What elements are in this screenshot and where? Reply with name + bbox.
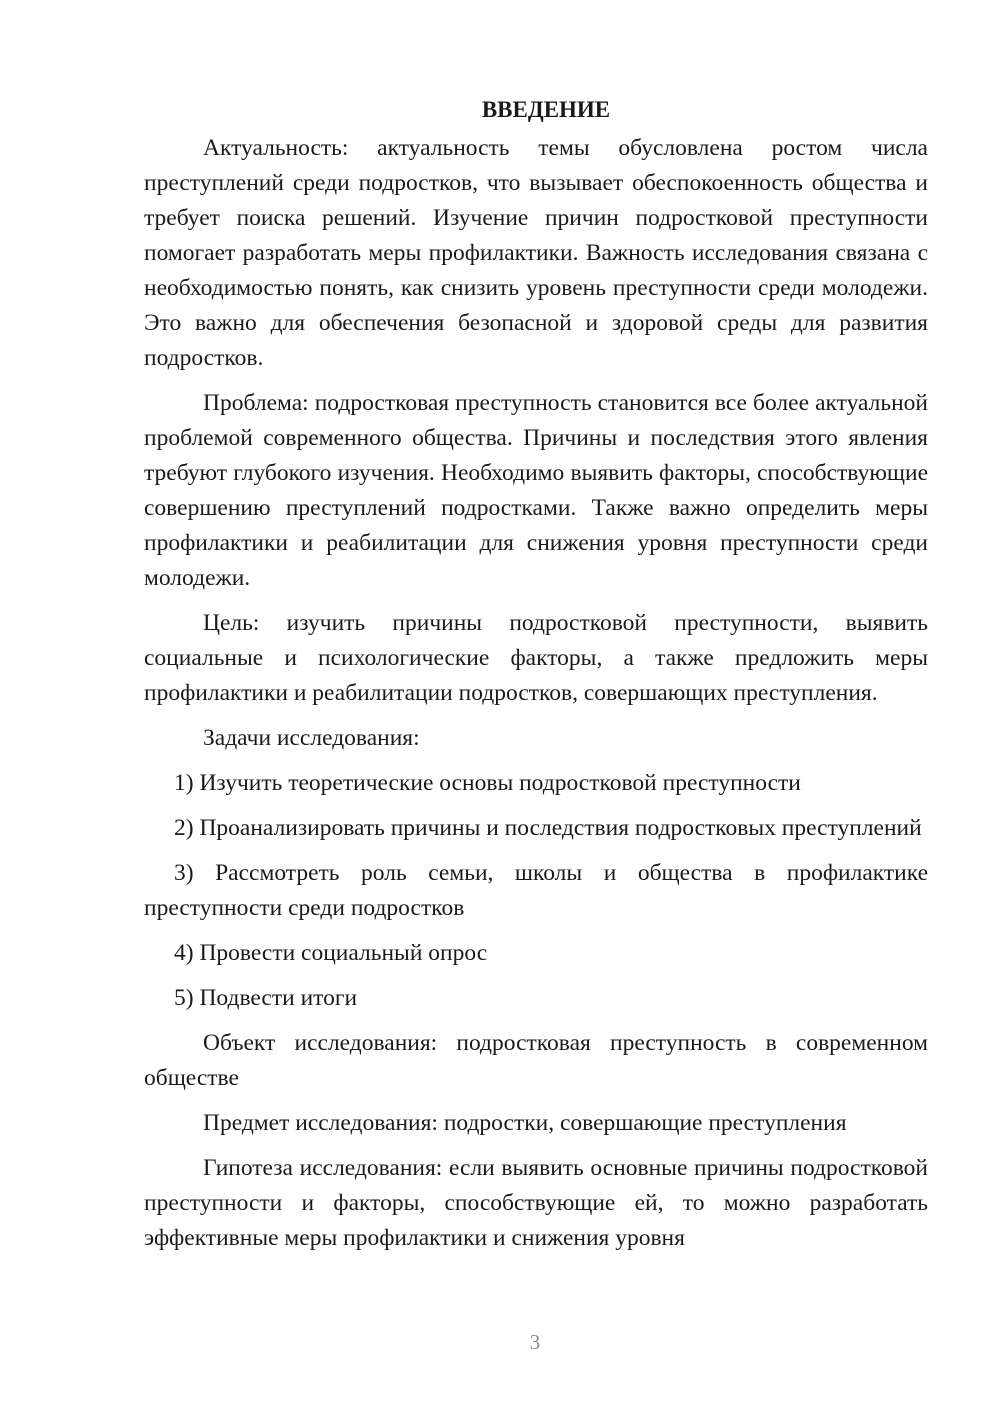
list-item-task-4: 4) Провести социальный опрос	[174, 940, 488, 966]
paragraph-tasks-heading: Задачи исследования:	[203, 725, 420, 751]
page-title: ВВЕДЕНИЕ	[481, 97, 611, 122]
list-item-task-1: 1) Изучить теоретические основы подростковой преступности	[174, 770, 801, 796]
page-number: 3	[529, 1330, 541, 1354]
paragraph-goal: Цель: изучить причины подростковой преступности, выявить социальные и психологические факторы, а также предложить меры профилактики и реабилитации подростков, совершающих преступления.	[144, 610, 928, 706]
paragraph-object: Объект исследования: подростковая преступность в современном обществе	[144, 1030, 928, 1091]
list-item-task-5: 5) Подвести итоги	[174, 985, 358, 1011]
paragraph-subject: Предмет исследования: подростки, совершающие преступления	[203, 1110, 847, 1136]
paragraph-hypothesis: Гипотеза исследования: если выявить основные причины подростковой преступности и факторы, способствующие ей, то можно разработать эффективные меры профилактики и снижения уровня	[144, 1155, 928, 1251]
document-page	[144, 92, 928, 1266]
paragraph-relevance: Актуальность: актуальность темы обусловлена ростом числа преступлений среди подростков, что вызывает обеспокоенность общества и требует поиска решений. Изучение причин подростковой преступности помогает разработать меры профилактики. Важность исследования связана с необходимостью понять, как снизить уровень преступности среди молодежи. Это важно для обеспечения безопасной и здоровой среды для развития подростков.	[144, 135, 928, 371]
list-item-task-3: 3) Рассмотреть роль семьи, школы и общества в профилактике преступности среди подростков	[144, 860, 928, 921]
list-item-task-2: 2) Проанализировать причины и последствия подростковых преступлений	[174, 815, 922, 841]
paragraph-problem: Проблема: подростковая преступность становится все более актуальной проблемой современного общества. Причины и последствия этого явления требуют глубокого изучения. Необходимо выявить факторы, способствующие совершению преступлений подростками. Также важно определить меры профилактики и реабилитации для снижения уровня преступности среди молодежи.	[144, 390, 928, 591]
